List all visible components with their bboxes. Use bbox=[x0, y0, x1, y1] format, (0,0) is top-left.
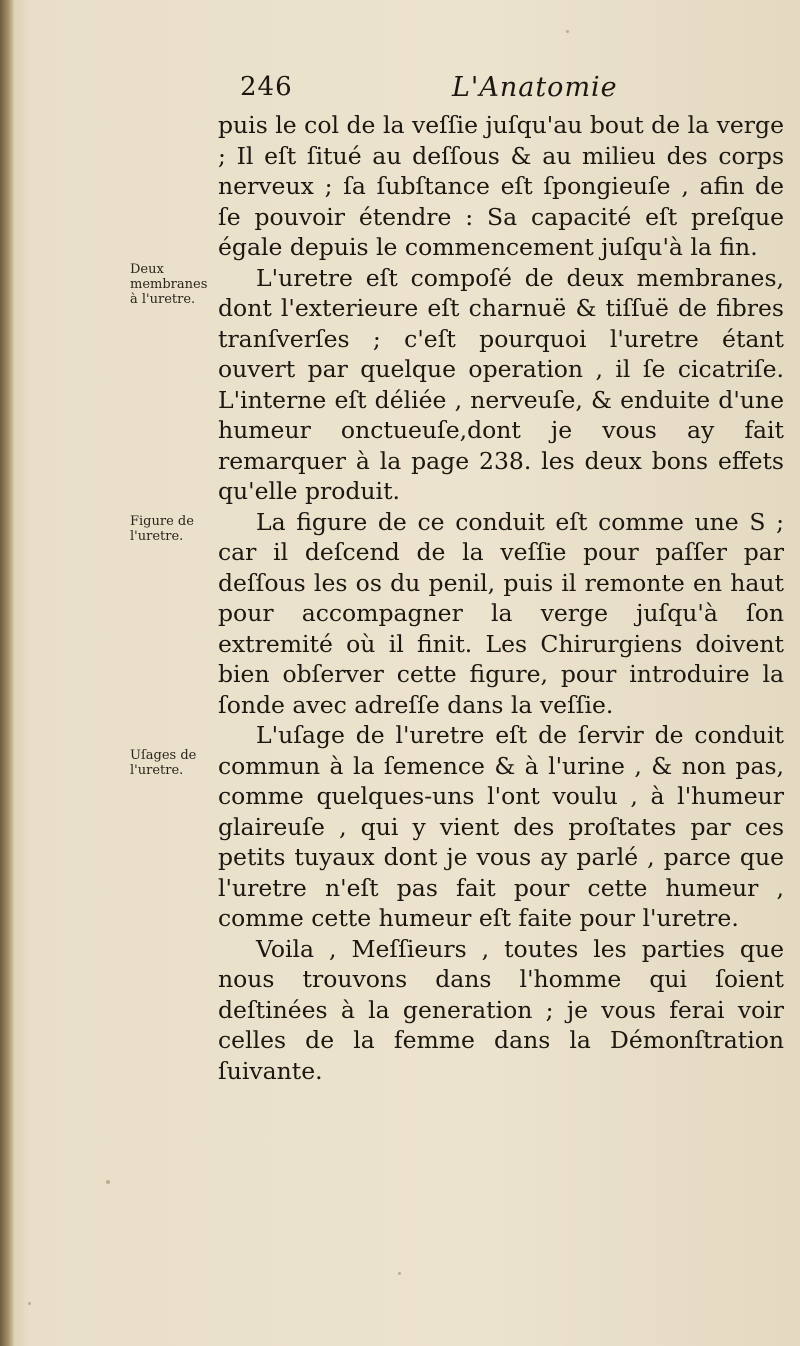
margin-note: Figure de l'uretre. bbox=[130, 514, 194, 544]
page-number: 246 bbox=[240, 72, 293, 102]
margin-note: Uſages de l'uretre. bbox=[130, 748, 197, 778]
paper-speck bbox=[398, 1272, 401, 1275]
paragraph: La figure de ce conduit eſt comme une S ; car il deſcend de la veſſie pour paſſer par deſſous les os du penil, puis il remonte en haut pour accompagner la verge juſqu'à ſon extremité où il finit. Les Chirurgiens doivent bien obſerver cette figure, pour introduire la ſonde avec adreſſe dans la veſſie. bbox=[218, 507, 784, 719]
paragraph: puis le col de la veſſie juſqu'au bout de la verge ; Il eſt ſitué au deſſous & au milieu des corps nerveux ; ſa ſubſtance eſt ſpongieuſe , afin de ſe pouvoir étendre : Sa capacité eſt preſque égale depuis le commencement juſqu'à la fin. bbox=[218, 111, 784, 261]
book-gutter bbox=[0, 0, 14, 1346]
paragraph: Voila , Meſſieurs , toutes les parties que nous trouvons dans l'homme qui ſoient deſtinées à la generation ; je vous ferai voir celles de la femme dans la Démonſtration ſuivante. bbox=[218, 934, 784, 1085]
running-title: L'Anatomie bbox=[452, 72, 618, 103]
paragraph: L'uretre eſt compoſé de deux membranes, dont l'exterieure eſt charnuë & tiſſuë de fibres tranſverſes ; c'eſt pourquoi l'uretre étant ouvert par quelque operation , il ſe cicatriſe. L'interne eſt déliée , nerveuſe, & enduite d'une humeur onctueuſe,dont je vous ay fait remarquer à la page 238. les deux bons effets qu'elle produit. bbox=[218, 263, 784, 505]
paper-speck bbox=[28, 1302, 31, 1305]
paper-speck bbox=[566, 30, 569, 33]
margin-note: Deux membranes à l'uretre. bbox=[130, 262, 208, 307]
body-text bbox=[218, 110, 784, 1086]
paragraph: L'uſage de l'uretre eſt de ſervir de conduit commun à la ſemence & à l'urine , & non pas, comme quelques-uns l'ont voulu , à l'humeur glaireuſe , qui y vient des proſtates par ces petits tuyaux dont je vous ay parlé , parce que l'uretre n'eſt pas fait pour cette humeur , comme cette humeur eſt faite pour l'uretre. bbox=[218, 721, 784, 932]
paper-speck bbox=[106, 1180, 110, 1184]
